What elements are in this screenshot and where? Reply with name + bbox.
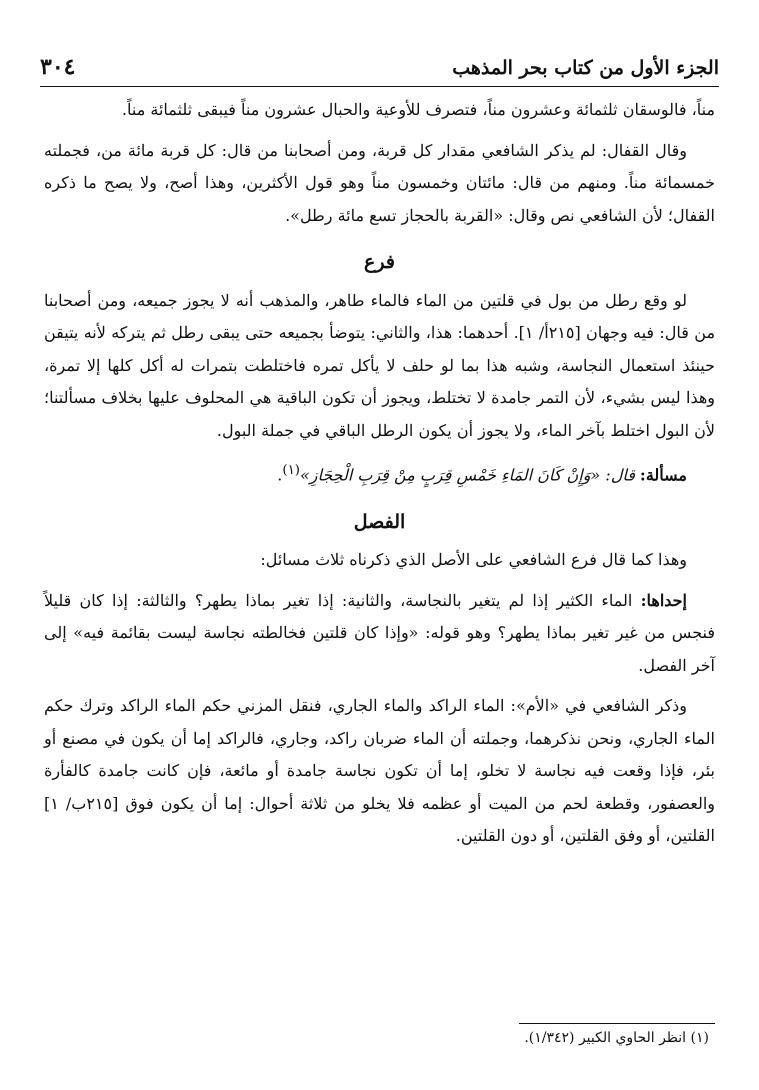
section-heading-fasl: الفصل [353,510,406,533]
page-header [40,54,719,87]
masala-end: . [277,465,283,485]
page-number: ٣٠٤ [40,54,76,80]
paragraph-masala [44,455,715,492]
book-title: الجزء الأول من كتاب بحر المذهب [452,57,719,79]
footnote-marker: (١) [282,463,300,478]
page-body [44,94,715,853]
masala-label: مسألة: [639,465,687,485]
paragraph-qaffal: وقال القفال: لم يذكر الشافعي مقدار كل قربة، ومن أصحابنا من قال: كل قربة مائة من، فجملته خمسمائة مناً. ومنهم من قال: مائتان وخمسون مناً وهو قول الأكثرين، وهذا أصح، ولا يصح ما ذكره القفال؛ لأن الشافعي نص وقال: «القربة بالحجاز تسع مائة رطل». [44,140,715,225]
paragraph-first [44,585,715,683]
section-heading-far: فرع [364,251,395,273]
paragraph-intro: وهذا كما قال فرع الشافعي على الأصل الذي ذكرناه ثلاث مسائل: [260,550,687,570]
paragraph-umm: وذكر الشافعي في «الأم»: الماء الراكد والماء الجاري، فنقل المزني حكم الماء الراكد وترك حكم الماء الجاري، ونحن نذكرهما، وجملته أن الماء ضربان راكد، وجاري، فالراكد إما أن يكون في مصنع أو بئر، فإذا وقعت فيه نجاسة لا تخلو، إما أن تكون نجاسة جامدة أو مائعة، فإن كانت جامدة كالفأرة والعصفور، وقطعة لحم من الميت أو عظمه فلا يخلو من ثلاثة أحوال: إما أن يكون فوق [٢١٥ب/ ١] القلتين، أو وفق القلتين، أو دون القلتين. [44,696,715,846]
footnote: (١) انظر الحاوي الكبير (١/٣٤٢). [524,1030,709,1046]
paragraph-continuation: مناً، فالوسقان ثلثمائة وعشرون مناً، فتصرف للأوعية والحبال عشرون مناً فيبقى ثلثمائة مناً. [121,100,715,119]
paragraph-far: لو وقع رطل من بول في قلتين من الماء فالماء طاهر، والمذهب أنه لا يجوز جميعه، ومن أصحابنا من قال: فيه وجهان [٢١٥أ/ ١]. أحدهما: هذا، والثاني: يتوضأ بجميعه حتى يبقى رطل ثم يتركه لأنه يتيقن حينئذ استعمال النجاسة، وشبه هذا بما لو حلف لا يأكل تمره فاختلطت بتمرات له أكل كلها إلا تمرة، وهذا ليس بشيء، لأن التمر جامدة لا تختلط، ويجوز أن تكون الباقية هي المحلوف عليها بخلاف مسألتنا؛ لأن البول اختلط بآخر الماء، ولا يجوز أن يكون الرطل الباقي في جملة البول. [44,290,716,440]
first-text: الماء الكثير إذا لم يتغير بالنجاسة، والثانية: إذا تغير بماذا يطهر؟ والثالثة: إذا كان قليلاً فنجس من غير تغير بماذا يطهر؟ وهو قوله: «وإذا كان قلتين فخالطته نجاسة ليست بقائمة فيه» إلى آخر الفصل. [44,590,715,675]
masala-quote: قال: «وَإِنْ كَانَ المَاءِ خَمْسِ قِرَبٍ مِنْ قِرَبِ الْحِجَازِ» [299,465,640,485]
footnote-separator [519,1023,715,1024]
first-label: إحداها: [640,590,687,610]
